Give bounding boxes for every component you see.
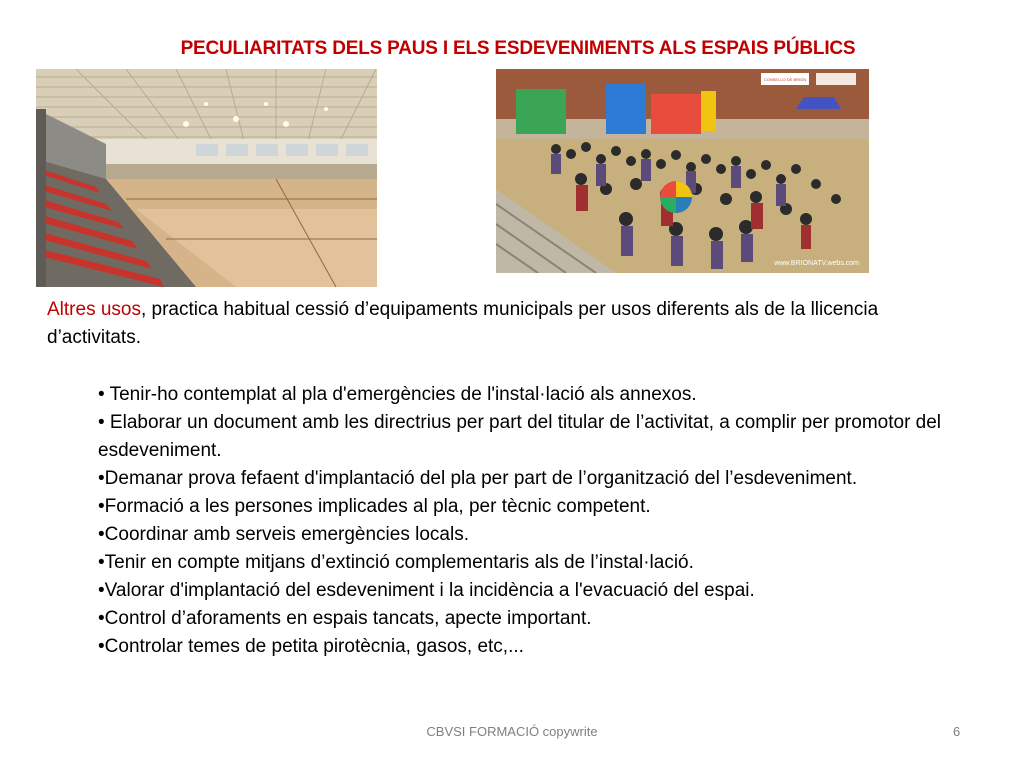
empty-sports-hall-photo — [36, 69, 377, 287]
list-item: •Control d’aforaments en espais tancats, apecte important. — [98, 608, 592, 629]
list-item: • Tenir-ho contemplat al pla d'emergències de l'instal·lació als annexos. — [98, 384, 697, 405]
list-item: •Controlar temes de petita pirotècnia, gasos, etc,... — [98, 636, 524, 657]
list-item: •Demanar prova fefaent d'implantació del pla per part de l’organització del l’esdeveniment. — [98, 468, 858, 489]
photo-watermark: www.BRIONATV.webs.com — [774, 260, 859, 267]
footer-text: CBVSI FORMACIÓ copywrite — [426, 724, 598, 739]
hall-banner-text: CONSELLO DE BRIÓN — [763, 77, 807, 82]
list-item: •Tenir en compte mitjans d’extinció complementaris als de l’instal·lació. — [98, 552, 694, 573]
list-item: •Valorar d'implantació del esdeveniment i la incidència a l'evacuació del espai. — [98, 580, 755, 601]
crowded-event-hall-photo — [496, 69, 869, 273]
intro-text: , practica habitual cessió d’equipaments municipals per usos diferents als de la llicencia d’activitats. — [47, 299, 879, 348]
intro-paragraph — [47, 296, 967, 352]
bullet-list — [98, 381, 988, 661]
slide-title: PECULIARITATS DELS PAUS I ELS ESDEVENIMENTS ALS ESPAIS PÚBLICS — [180, 38, 856, 59]
list-item: • Elaborar un document amb les directrius per part del titular de l’activitat, a complir per promotor del esdeveniment. — [98, 412, 942, 461]
list-item: •Formació a les persones implicades al pla, per tècnic competent. — [98, 496, 651, 517]
list-item: •Coordinar amb serveis emergències locals. — [98, 524, 469, 545]
page-number: 6 — [953, 724, 961, 739]
intro-highlight: Altres usos — [47, 299, 141, 320]
